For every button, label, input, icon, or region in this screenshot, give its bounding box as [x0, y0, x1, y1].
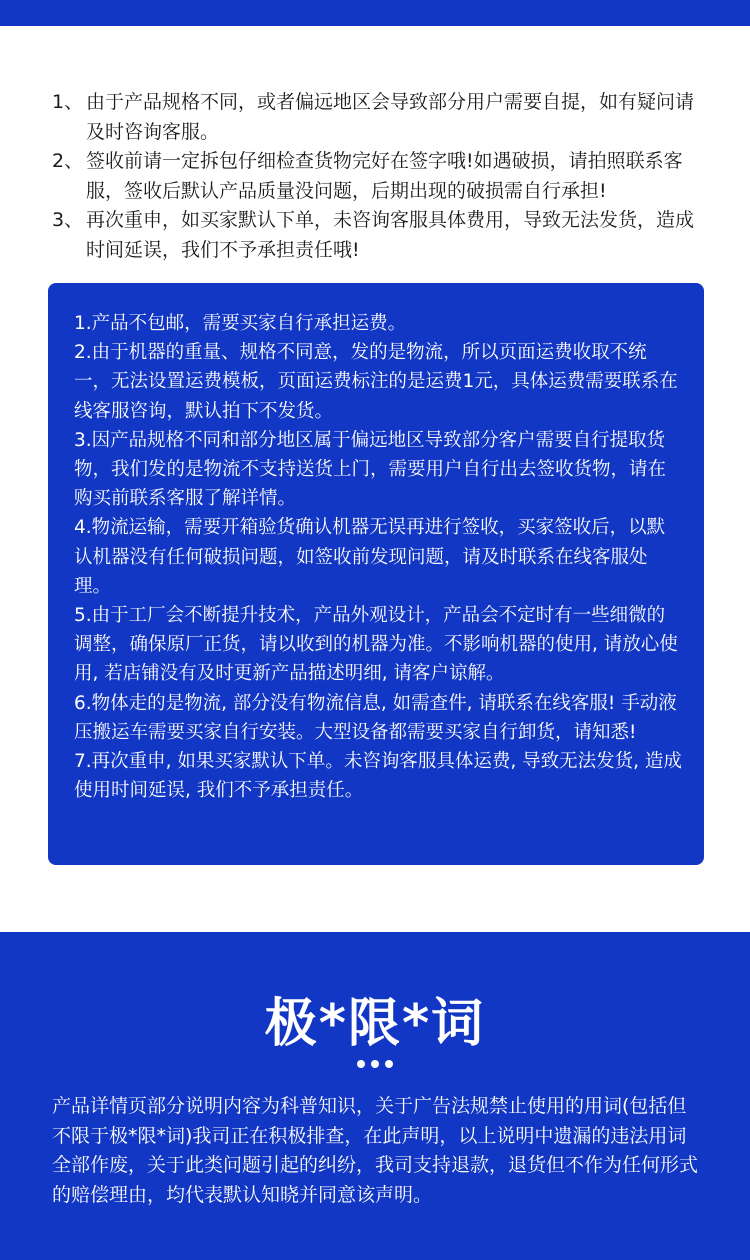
- policy-item: 6.物体走的是物流, 部分没有物流信息, 如需查件, 请联系在线客服! 手动液压搬运车需要买家自行安装。大型设备都需要买家自行卸货，请知悉!: [74, 692, 677, 743]
- policy-item: 5.由于工厂会不断提升技术，产品外观设计，产品会不定时有一些细微的调整，确保原厂正货，请以收到的机器为准。不影响机器的使用, 请放心使用, 若店铺没有及时更新产品描述明细, 请客户谅解。: [74, 605, 678, 685]
- dot-icon: [371, 1060, 379, 1068]
- notice-text: 签收前请一定拆包仔细检查货物完好在签字哦!如遇破损，请拍照联系客服，签收后默认产品质量没问题，后期出现的破损需自行承担!: [86, 150, 683, 202]
- notice-text: 由于产品规格不同，或者偏远地区会导致部分用户需要自提，如有疑问请及时咨询客服。: [86, 91, 695, 143]
- policy-item: 3.因产品规格不同和部分地区属于偏远地区导致部分客户需要自行提取货物，我们发的是物流不支持送货上门，需要用户自行出去签收货物，请在购买前联系客服了解详情。: [74, 429, 667, 510]
- disclaimer-text: 产品详情页部分说明内容为科普知识，关于广告法规禁止使用的用词(包括但不限于极*限*词)我司正在积极排查，在此声明，以上说明中遗漏的违法用词全部作废，关于此类问题引起的纠纷，我司支持退款，退货但不作为任何形式的赔偿理由，均代表默认知晓并同意该声明。: [52, 1095, 699, 1206]
- policy-item: 1.产品不包邮，需要买家自行承担运费。: [74, 313, 407, 334]
- shipping-policy-card: [48, 283, 704, 865]
- disclaimer-panel: [0, 932, 750, 1260]
- dot-icon: [357, 1060, 365, 1068]
- notice-list: [52, 88, 712, 265]
- policy-item: 4.物流运输，需要开箱验货确认机器无误再进行签收，买家签收后，以默认机器没有任何破损问题，如签收前发现问题，请及时联系在线客服处理。: [74, 517, 666, 597]
- section-title: 极*限*词: [264, 994, 486, 1054]
- policy-item: 7.再次重申, 如果买家默认下单。未咨询客服具体运费, 导致无法发货, 造成使用时间延误, 我们不予承担责任。: [74, 751, 682, 802]
- policy-item: 2.由于机器的重量、规格不同意，发的是物流，所以页面运费收取不统一，无法设置运费模板，页面运费标注的是运费1元，具体运费需要联系在线客服咨询，默认拍下不发货。: [74, 342, 678, 422]
- notice-number: 2、: [52, 150, 84, 172]
- dot-icon: [385, 1060, 393, 1068]
- decorative-dots: [0, 1060, 750, 1068]
- notice-text: 再次重申，如买家默认下单，未咨询客服具体费用，导致无法发货，造成时间延误，我们不予承担责任哦!: [86, 209, 695, 261]
- notice-item: [52, 147, 712, 206]
- top-accent-bar: [0, 0, 750, 26]
- notice-number: 1、: [52, 91, 84, 113]
- notice-item: [52, 88, 712, 147]
- notice-number: 3、: [52, 209, 84, 231]
- notice-item: [52, 206, 712, 265]
